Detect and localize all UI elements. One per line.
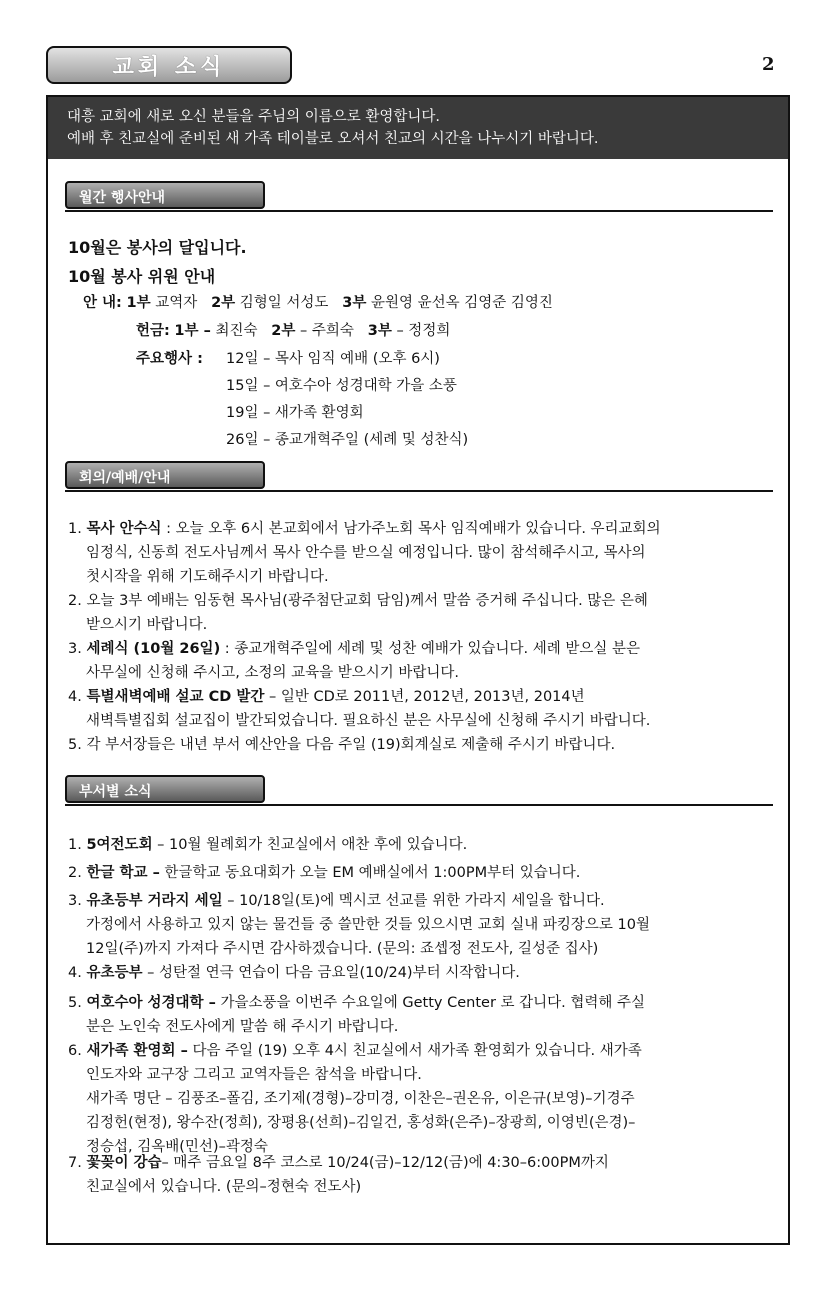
department-item-text: 다음 주일 (19) 오후 4시 친교실에서 새가족 환영회가 있습니다. 새가족	[187, 1043, 642, 1059]
department-item-number: 5.	[68, 995, 87, 1011]
meeting-item-title: 목사 안수식	[86, 521, 162, 537]
offering-p3: – 정정희	[396, 323, 451, 339]
department-item-number: 6.	[68, 1043, 87, 1059]
department-item-text: 가을소풍을 이번주 수요일에 Getty Center 로 갑니다. 협력해 주실	[215, 995, 646, 1011]
departments-heading: 부서별 소식	[65, 775, 265, 803]
offering-p2: – 주희숙	[300, 323, 354, 339]
section-title: 교회 소식	[112, 54, 226, 80]
meeting-item	[68, 637, 788, 685]
department-item	[68, 991, 788, 1039]
welcome-line-2: 예배 후 친교실에 준비된 새 가족 테이블로 오셔서 친교의 시간을 나누시기 바랍니다.	[67, 131, 599, 147]
usher-row	[83, 291, 553, 312]
department-item-continuation: 정승섭, 김옥배(민선)–곽정숙	[86, 1139, 268, 1155]
meeting-item	[68, 517, 788, 589]
event-item: 26일 – 종교개혁주일 (세례 및 성찬식)	[226, 432, 469, 448]
committee-title: 10월 봉사 위원 안내	[68, 267, 216, 286]
meeting-item	[68, 589, 788, 637]
offering-row	[136, 319, 450, 340]
department-item	[68, 961, 788, 985]
meeting-item-number: 2.	[68, 593, 87, 609]
department-item-continuation: 가정에서 사용하고 있지 않는 물건들 중 쓸만한 것들 있으시면 교회 실내 파킹장으로 10월	[86, 917, 651, 933]
usher-p3-label: 3부	[342, 295, 367, 311]
department-item-number: 2.	[68, 865, 87, 881]
meeting-item-number: 5.	[68, 737, 87, 753]
meeting-item-continuation: 사무실에 신청해 주시고, 소정의 교육을 받으시기 바랍니다.	[86, 665, 460, 681]
event-item: 15일 – 여호수아 성경대학 가을 소풍	[226, 378, 457, 394]
meeting-item-title: 특별새벽예배 설교 CD 발간	[86, 689, 265, 705]
meeting-item-continuation: 받으시기 바랍니다.	[86, 617, 208, 633]
department-item-title: 한글 학교 –	[86, 865, 160, 881]
meeting-item-title: 세례식 (10월 26일)	[86, 641, 221, 657]
monthly-rule	[65, 210, 773, 212]
meeting-item-number: 4.	[68, 689, 87, 705]
department-item	[68, 833, 788, 857]
offering-p1-label: 1부 –	[174, 323, 211, 339]
department-item-continuation: 친교실에서 있습니다. (문의–정현숙 전도사)	[86, 1179, 362, 1195]
department-item-title: 새가족 환영회 –	[86, 1043, 188, 1059]
welcome-banner	[48, 97, 788, 159]
section-title-tab	[46, 46, 292, 84]
department-item-text: – 매주 금요일 8주 코스로 10/24(금)–12/12(금)에 4:30–6:00PM까지	[161, 1155, 609, 1171]
department-item	[68, 861, 788, 885]
meeting-item-text: 오늘 3부 예배는 임동현 목사님(광주첨단교회 담임)께서 말씀 증거해 주십니다. 많은 은혜	[86, 593, 648, 609]
meetings-heading: 회의/예배/안내	[65, 461, 265, 489]
department-item-number: 3.	[68, 893, 87, 909]
department-item-number: 4.	[68, 965, 87, 981]
meeting-item-line	[68, 641, 640, 657]
department-item-text: – 성탄절 연극 연습이 다음 금요일(10/24)부터 시작합니다.	[142, 965, 520, 981]
usher-p2: 김형일 서성도	[239, 295, 329, 311]
department-item	[68, 1151, 788, 1199]
usher-p1-label: 1부	[126, 295, 151, 311]
offering-p1: 최진숙	[215, 323, 258, 339]
department-item-title: 꽃꽂이 강습	[86, 1155, 162, 1171]
department-item-continuation: 분은 노인숙 전도사에게 말씀 해 주시기 바랍니다.	[86, 1019, 399, 1035]
page-number: 2	[762, 54, 775, 75]
department-item-continuation: 새가족 명단 – 김풍조–폴김, 조기제(경형)–강미경, 이찬은–권온유, 이은규(보영)–기경주	[86, 1091, 635, 1107]
department-item-title: 유초등부	[86, 965, 143, 981]
meeting-item-line	[68, 689, 585, 705]
department-item-continuation: 12일(주)까지 가져다 주시면 감사하겠습니다. (문의: 죠셉정 전도사, 길성준 집사)	[86, 941, 599, 957]
usher-p3: 윤원영 윤선옥 김영준 김영진	[370, 295, 553, 311]
department-item-number: 1.	[68, 837, 87, 853]
department-item-text: – 10월 월례회가 친교실에서 애찬 후에 있습니다.	[152, 837, 468, 853]
department-item-text: 한글학교 동요대회가 오늘 EM 예배실에서 1:00PM부터 있습니다.	[159, 865, 581, 881]
department-item-continuation: 김정헌(현정), 왕수잔(정희), 장평용(선희)–김일건, 홍성화(은주)–장광희, 이영빈(은경)–	[86, 1115, 636, 1131]
meeting-item	[68, 733, 788, 757]
usher-p2-label: 2부	[211, 295, 236, 311]
usher-label: 안 내:	[83, 295, 122, 311]
meeting-item-text: : 오늘 오후 6시 본교회에서 남가주노회 목사 임직예배가 있습니다. 우리교회의	[161, 521, 661, 537]
departments-rule	[65, 804, 773, 806]
meeting-item-line	[68, 521, 661, 537]
department-item-line	[68, 837, 467, 853]
department-item-line	[68, 965, 520, 981]
event-item: 19일 – 새가족 환영회	[226, 405, 364, 421]
department-item	[68, 1039, 788, 1159]
meeting-item-number: 3.	[68, 641, 87, 657]
department-item-continuation: 인도자와 교구장 그리고 교역자들은 참석을 바랍니다.	[86, 1067, 422, 1083]
meeting-item-continuation: 첫시작을 위해 기도해주시기 바랍니다.	[86, 569, 329, 585]
meetings-rule	[65, 490, 773, 492]
department-item-line	[68, 865, 580, 881]
meeting-item-continuation: 임정식, 신동희 전도사님께서 목사 안수를 받으실 예정입니다. 많이 참석해주시고, 목사의	[86, 545, 646, 561]
department-item	[68, 889, 788, 961]
department-item-title: 유초등부 거라지 세일	[86, 893, 223, 909]
meeting-item-text: – 일반 CD로 2011년, 2012년, 2013년, 2014년	[264, 689, 585, 705]
content-frame	[46, 95, 790, 1245]
meeting-item-text: : 종교개혁주일에 세례 및 성찬 예배가 있습니다. 세례 받으실 분은	[220, 641, 640, 657]
offering-p2-label: 2부	[271, 323, 296, 339]
department-item-title: 여호수아 성경대학 –	[86, 995, 216, 1011]
monthly-heading: 월간 행사안내	[65, 181, 265, 209]
department-item-line	[68, 1043, 642, 1059]
welcome-line-1: 대흥 교회에 새로 오신 분들을 주님의 이름으로 환영합니다.	[67, 109, 441, 125]
department-item-title: 5여전도회	[86, 837, 153, 853]
department-item-text: – 10/18일(토)에 멕시코 선교를 위한 가라지 세일을 합니다.	[222, 893, 605, 909]
event-item: 12일 – 목사 임직 예배 (오후 6시)	[226, 351, 440, 367]
meeting-item-line	[68, 593, 648, 609]
meeting-item-line	[68, 737, 615, 753]
month-title: 10월은 봉사의 달입니다.	[68, 238, 247, 257]
department-item-line	[68, 1155, 609, 1171]
events-label: 주요행사 :	[136, 351, 203, 367]
department-item-line	[68, 995, 645, 1011]
offering-label: 헌금:	[136, 323, 170, 339]
department-item-line	[68, 893, 605, 909]
meeting-item-continuation: 새벽특별집회 설교집이 발간되었습니다. 필요하신 분은 사무실에 신청해 주시기 바랍니다.	[86, 713, 651, 729]
meeting-item-number: 1.	[68, 521, 87, 537]
department-item-number: 7.	[68, 1155, 87, 1171]
meeting-item	[68, 685, 788, 733]
meeting-item-text: 각 부서장들은 내년 부서 예산안을 다음 주일 (19)회계실로 제출해 주시기 바랍니다.	[86, 737, 616, 753]
offering-p3-label: 3부	[367, 323, 392, 339]
usher-p1: 교역자	[155, 295, 198, 311]
